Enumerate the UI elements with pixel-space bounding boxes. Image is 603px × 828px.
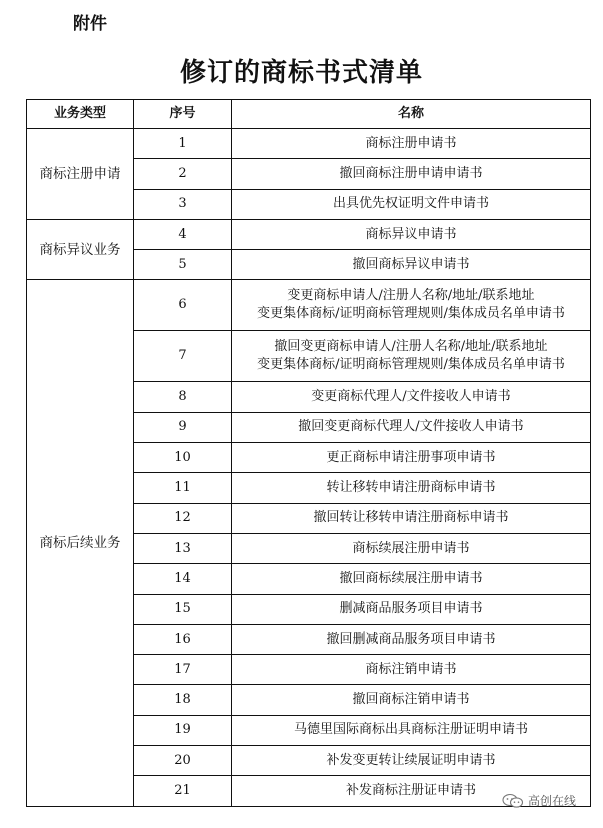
table-body xyxy=(27,129,591,807)
form-name-cell xyxy=(232,219,591,249)
form-name-cell xyxy=(232,655,591,685)
wechat-chat-icon xyxy=(502,793,524,809)
business-type-cell: 商标后续业务 xyxy=(27,280,134,806)
form-name-line: 撤回商标续展注册申请书 xyxy=(339,570,483,586)
form-name-line: 出具优先权证明文件申请书 xyxy=(332,196,489,212)
serial-number-cell: 14 xyxy=(134,564,232,594)
form-name-cell xyxy=(232,250,591,280)
page-title: 修订的商标书式清单 xyxy=(179,58,423,88)
form-name-cell xyxy=(232,412,591,442)
form-name-line: 转让移转申请注册商标申请书 xyxy=(326,480,496,496)
form-name-line: 变更商标申请人/注册人名称/地址/联系地址 xyxy=(287,288,535,304)
serial-number-cell: 1 xyxy=(134,129,232,159)
attachment-label: 附件 xyxy=(73,14,107,34)
header-form-name: 名称 xyxy=(232,100,591,129)
form-name-line: 撤回转让移转申请注册商标申请书 xyxy=(313,510,509,526)
form-name-line: 补发变更转让续展证明申请书 xyxy=(326,752,496,768)
form-name-cell xyxy=(232,715,591,745)
serial-number-cell: 12 xyxy=(134,503,232,533)
form-name-cell xyxy=(232,503,591,533)
form-name-line: 撤回商标异议申请书 xyxy=(352,256,470,272)
form-name-cell xyxy=(232,129,591,159)
form-name-line: 商标注销申请书 xyxy=(365,661,457,677)
serial-number-cell: 17 xyxy=(134,655,232,685)
form-name-cell xyxy=(232,624,591,654)
serial-number-cell: 21 xyxy=(134,776,232,806)
form-name-cell xyxy=(232,746,591,776)
form-name-line: 商标注册申请书 xyxy=(365,135,457,151)
trademark-forms-table xyxy=(26,99,591,807)
form-name-cell xyxy=(232,382,591,412)
table-row xyxy=(27,280,591,331)
form-name-line: 变更商标代理人/文件接收人申请书 xyxy=(311,389,511,405)
form-name-line: 撤回变更商标申请人/注册人名称/地址/联系地址 xyxy=(274,339,548,355)
serial-number-cell: 16 xyxy=(134,624,232,654)
form-name-cell xyxy=(232,564,591,594)
serial-number-cell: 11 xyxy=(134,473,232,503)
form-name-cell xyxy=(232,685,591,715)
form-name-cell xyxy=(232,331,591,382)
table-header-row xyxy=(27,100,591,129)
serial-number-cell: 10 xyxy=(134,443,232,473)
form-name-cell xyxy=(232,189,591,219)
serial-number-cell: 9 xyxy=(134,412,232,442)
form-name-line: 撤回商标注销申请书 xyxy=(352,692,470,708)
serial-number-cell: 7 xyxy=(134,331,232,382)
watermark xyxy=(502,792,576,809)
form-name-line: 撤回商标注册申请申请书 xyxy=(339,165,483,181)
serial-number-cell: 18 xyxy=(134,685,232,715)
serial-number-cell: 5 xyxy=(134,250,232,280)
form-name-cell xyxy=(232,159,591,189)
header-serial-number: 序号 xyxy=(134,100,232,129)
serial-number-cell: 19 xyxy=(134,715,232,745)
form-name-line: 删减商品服务项目申请书 xyxy=(339,601,483,617)
serial-number-cell: 3 xyxy=(134,189,232,219)
header-business-type: 业务类型 xyxy=(27,100,134,129)
serial-number-cell: 4 xyxy=(134,219,232,249)
form-name-line: 变更集体商标/证明商标管理规则/集体成员名单申请书 xyxy=(257,357,565,373)
form-name-cell xyxy=(232,594,591,624)
serial-number-cell: 2 xyxy=(134,159,232,189)
form-name-line: 更正商标申请注册事项申请书 xyxy=(326,449,496,465)
watermark-text: 高创在线 xyxy=(528,794,577,808)
table-row xyxy=(27,129,591,159)
serial-number-cell: 8 xyxy=(134,382,232,412)
business-type-cell: 商标注册申请 xyxy=(27,129,134,220)
serial-number-cell: 6 xyxy=(134,280,232,331)
business-type-cell: 商标异议业务 xyxy=(27,219,134,280)
form-name-line: 变更集体商标/证明商标管理规则/集体成员名单申请书 xyxy=(257,306,565,322)
form-name-line: 补发商标注册证申请书 xyxy=(345,782,476,798)
form-name-cell xyxy=(232,533,591,563)
form-name-cell xyxy=(232,280,591,331)
serial-number-cell: 13 xyxy=(134,533,232,563)
form-name-cell xyxy=(232,473,591,503)
serial-number-cell: 15 xyxy=(134,594,232,624)
form-name-cell xyxy=(232,443,591,473)
form-name-line: 商标异议申请书 xyxy=(365,226,457,242)
form-name-line: 商标续展注册申请书 xyxy=(352,540,470,556)
serial-number-cell: 20 xyxy=(134,746,232,776)
form-name-line: 马德里国际商标出具商标注册证明申请书 xyxy=(293,722,528,738)
form-name-line: 撤回变更商标代理人/文件接收人申请书 xyxy=(298,419,524,435)
form-name-line: 撤回删减商品服务项目申请书 xyxy=(326,631,496,647)
table-row xyxy=(27,219,591,249)
